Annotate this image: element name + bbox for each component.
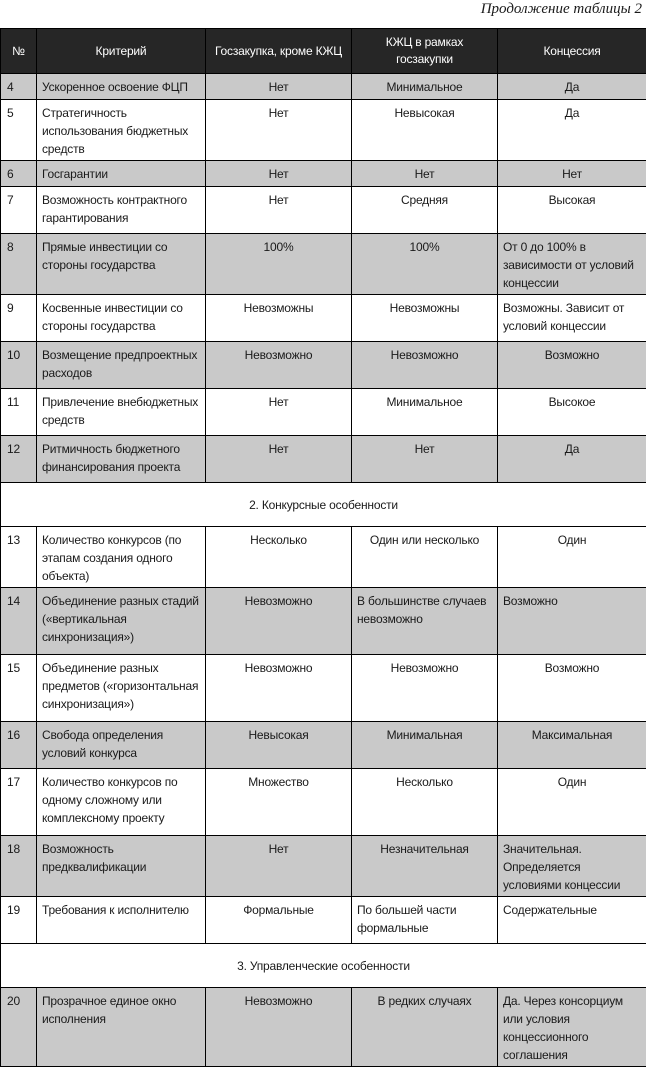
cell-concession: От 0 до 100% в зависимости от условий концессии bbox=[498, 234, 646, 295]
cell-lifecycle-contract: Минимальное bbox=[352, 389, 498, 436]
cell-public-procurement: Невозможны bbox=[206, 295, 352, 342]
table-caption: Продолжение таблицы 2 bbox=[481, 0, 642, 22]
cell-lifecycle-contract: По большей части формальные bbox=[352, 897, 498, 944]
cell-public-procurement: Невозможно bbox=[206, 988, 352, 1067]
cell-concession: Да. Через консорциум или условия концессионного соглашения bbox=[498, 988, 646, 1067]
cell-concession: Содержательные bbox=[498, 897, 646, 944]
cell-lifecycle-contract: Минимальное bbox=[352, 74, 498, 100]
cell-concession: Да bbox=[498, 100, 646, 161]
cell-concession: Один bbox=[498, 527, 646, 588]
cell-number: 18 bbox=[1, 836, 37, 897]
cell-concession: Да bbox=[498, 74, 646, 100]
cell-lifecycle-contract: 100% bbox=[352, 234, 498, 295]
cell-lifecycle-contract: Средняя bbox=[352, 187, 498, 234]
cell-lifecycle-contract: Незначительная bbox=[352, 836, 498, 897]
cell-criterion: Прямые инвестиции со стороны государства bbox=[37, 234, 206, 295]
cell-number: 5 bbox=[1, 100, 37, 161]
table-row bbox=[1, 588, 646, 655]
cell-number: 16 bbox=[1, 722, 37, 769]
cell-criterion: Ритмичность бюджетного финансирования проекта bbox=[37, 436, 206, 483]
cell-concession: Возможно bbox=[498, 588, 646, 655]
table-header-row bbox=[1, 29, 646, 74]
cell-public-procurement: Невозможно bbox=[206, 655, 352, 722]
section-row bbox=[1, 944, 646, 988]
header-concession: Концессия bbox=[498, 29, 646, 74]
cell-public-procurement: Множество bbox=[206, 769, 352, 836]
cell-criterion: Госгарантии bbox=[37, 161, 206, 187]
cell-criterion: Возмещение предпроектных расходов bbox=[37, 342, 206, 389]
cell-number: 11 bbox=[1, 389, 37, 436]
header-lifecycle-contract: КЖЦ в рамках госзакупки bbox=[352, 29, 498, 74]
cell-lifecycle-contract: В большинстве случаев невозможно bbox=[352, 588, 498, 655]
cell-number: 20 bbox=[1, 988, 37, 1067]
cell-criterion: Привлечение внебюджетных средств bbox=[37, 389, 206, 436]
cell-lifecycle-contract: Невысокая bbox=[352, 100, 498, 161]
table-row bbox=[1, 836, 646, 897]
cell-concession: Максимальная bbox=[498, 722, 646, 769]
cell-public-procurement: Нет bbox=[206, 187, 352, 234]
cell-concession: Нет bbox=[498, 161, 646, 187]
cell-number: 9 bbox=[1, 295, 37, 342]
cell-lifecycle-contract: Несколько bbox=[352, 769, 498, 836]
table-row bbox=[1, 389, 646, 436]
cell-public-procurement: Несколько bbox=[206, 527, 352, 588]
table-row bbox=[1, 74, 646, 100]
table-row bbox=[1, 655, 646, 722]
cell-lifecycle-contract: Минимальная bbox=[352, 722, 498, 769]
cell-concession: Да bbox=[498, 436, 646, 483]
cell-public-procurement: Нет bbox=[206, 161, 352, 187]
cell-concession: Возможно bbox=[498, 655, 646, 722]
cell-number: 15 bbox=[1, 655, 37, 722]
section-title: 3. Управленческие особенности bbox=[1, 944, 646, 988]
cell-concession: Высокое bbox=[498, 389, 646, 436]
cell-criterion: Стратегичность использования бюджетных средств bbox=[37, 100, 206, 161]
cell-lifecycle-contract: Невозможны bbox=[352, 295, 498, 342]
cell-public-procurement: Невысокая bbox=[206, 722, 352, 769]
cell-lifecycle-contract: Один или несколько bbox=[352, 527, 498, 588]
table-row bbox=[1, 187, 646, 234]
cell-lifecycle-contract: Нет bbox=[352, 436, 498, 483]
cell-criterion: Ускоренное освоение ФЦП bbox=[37, 74, 206, 100]
cell-criterion: Объединение разных стадий («вертикальная синхронизация») bbox=[37, 588, 206, 655]
cell-criterion: Косвенные инвестиции со стороны государства bbox=[37, 295, 206, 342]
cell-number: 17 bbox=[1, 769, 37, 836]
cell-public-procurement: Нет bbox=[206, 389, 352, 436]
cell-concession: Высокая bbox=[498, 187, 646, 234]
cell-lifecycle-contract: В редких случаях bbox=[352, 988, 498, 1067]
cell-number: 7 bbox=[1, 187, 37, 234]
cell-lifecycle-contract: Невозможно bbox=[352, 342, 498, 389]
table-row bbox=[1, 161, 646, 187]
table-row bbox=[1, 295, 646, 342]
cell-criterion: Объединение разных предметов («горизонтальная синхронизация») bbox=[37, 655, 206, 722]
cell-public-procurement: Нет bbox=[206, 436, 352, 483]
cell-number: 12 bbox=[1, 436, 37, 483]
cell-number: 4 bbox=[1, 74, 37, 100]
table-row bbox=[1, 100, 646, 161]
cell-concession: Возможно bbox=[498, 342, 646, 389]
cell-public-procurement: Нет bbox=[206, 836, 352, 897]
cell-number: 13 bbox=[1, 527, 37, 588]
cell-criterion: Возможность контрактного гарантирования bbox=[37, 187, 206, 234]
section-row bbox=[1, 483, 646, 527]
cell-public-procurement: Нет bbox=[206, 100, 352, 161]
cell-public-procurement: Формальные bbox=[206, 897, 352, 944]
cell-lifecycle-contract: Нет bbox=[352, 161, 498, 187]
cell-criterion: Прозрачное единое окно исполнения bbox=[37, 988, 206, 1067]
cell-public-procurement: Нет bbox=[206, 74, 352, 100]
cell-public-procurement: Невозможно bbox=[206, 588, 352, 655]
cell-criterion: Количество конкурсов (по этапам создания одного объекта) bbox=[37, 527, 206, 588]
table-row bbox=[1, 897, 646, 944]
cell-concession: Возможны. Зависит от условий концессии bbox=[498, 295, 646, 342]
header-number: № bbox=[1, 29, 37, 74]
table-row bbox=[1, 234, 646, 295]
table-row bbox=[1, 436, 646, 483]
cell-number: 10 bbox=[1, 342, 37, 389]
cell-public-procurement: 100% bbox=[206, 234, 352, 295]
table-row bbox=[1, 527, 646, 588]
header-criterion: Критерий bbox=[37, 29, 206, 74]
cell-number: 14 bbox=[1, 588, 37, 655]
cell-lifecycle-contract: Невозможно bbox=[352, 655, 498, 722]
cell-public-procurement: Невозможно bbox=[206, 342, 352, 389]
table-row bbox=[1, 769, 646, 836]
table-row bbox=[1, 988, 646, 1067]
cell-criterion: Требования к исполнителю bbox=[37, 897, 206, 944]
cell-criterion: Возможность предквалификации bbox=[37, 836, 206, 897]
table-body bbox=[1, 74, 646, 1067]
table-row bbox=[1, 722, 646, 769]
cell-concession: Значительная. Определяется условиями концессии bbox=[498, 836, 646, 897]
header-public-procurement: Госзакупка, кроме КЖЦ bbox=[206, 29, 352, 74]
cell-criterion: Количество конкурсов по одному сложному или комплексному проекту bbox=[37, 769, 206, 836]
cell-number: 8 bbox=[1, 234, 37, 295]
cell-number: 19 bbox=[1, 897, 37, 944]
cell-concession: Один bbox=[498, 769, 646, 836]
table-row bbox=[1, 342, 646, 389]
cell-number: 6 bbox=[1, 161, 37, 187]
section-title: 2. Конкурсные особенности bbox=[1, 483, 646, 527]
comparison-table bbox=[0, 28, 646, 1067]
cell-criterion: Свобода определения условий конкурса bbox=[37, 722, 206, 769]
